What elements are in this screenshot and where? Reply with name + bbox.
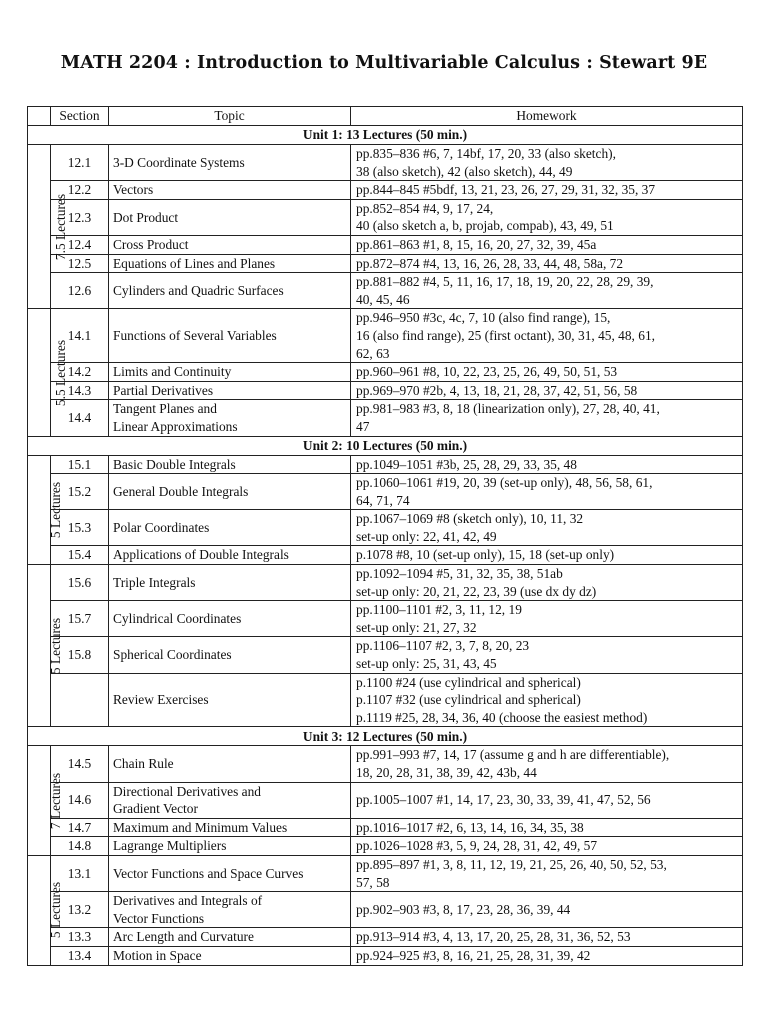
lecture-count-label: 5.5 Lectures (53, 339, 69, 406)
homework-cell: pp.1100–1101 #2, 3, 11, 12, 19 set-up only: 21, 27, 32 (351, 601, 743, 637)
homework-cell: pp.969–970 #2b, 4, 13, 18, 21, 28, 37, 42, 51, 56, 58 (351, 381, 743, 400)
topic-cell: Basic Double Integrals (109, 455, 351, 474)
section-number-cell: 13.2 (51, 892, 109, 928)
lecture-count-cell (28, 145, 69, 309)
table-row (28, 601, 743, 637)
homework-cell: pp.852–854 #4, 9, 17, 24, 40 (also sketch a, b, projab, compab), 43, 49, 51 (351, 199, 743, 235)
topic-cell: 3-D Coordinate Systems (109, 145, 351, 181)
table-row (28, 254, 743, 273)
table-row (28, 946, 743, 965)
homework-cell: pp.924–925 #3, 8, 16, 21, 25, 28, 31, 39, 42 (351, 946, 743, 965)
homework-cell: pp.1106–1107 #2, 3, 7, 8, 20, 23 set-up only: 25, 31, 43, 45 (351, 637, 743, 673)
lectures-column-header (28, 107, 51, 126)
section-number-cell: 15.1 (51, 455, 109, 474)
lecture-count-cell (28, 309, 69, 436)
homework-cell: pp.1049–1051 #3b, 25, 28, 29, 33, 35, 48 (351, 455, 743, 474)
section-number-cell: 15.3 (51, 510, 109, 546)
table-row (28, 782, 743, 818)
section-number-cell: 15.6 (51, 565, 109, 601)
section-number-cell: 13.3 (51, 928, 109, 947)
homework-cell: pp.981–983 #3, 8, 18 (linearization only), 27, 28, 40, 41, 47 (351, 400, 743, 436)
table-row (28, 145, 743, 181)
topic-cell: Applications of Double Integrals (109, 546, 351, 565)
lecture-count-label: 5 Lectures (48, 882, 64, 939)
table-row (28, 235, 743, 254)
section-number-cell: 12.5 (51, 254, 109, 273)
table-row (28, 928, 743, 947)
table-row (28, 455, 743, 474)
lecture-count-cell (28, 565, 64, 727)
topic-cell: Dot Product (109, 199, 351, 235)
section-number-cell: 14.6 (51, 782, 109, 818)
homework-cell: pp.881–882 #4, 5, 11, 16, 17, 18, 19, 20, 22, 28, 29, 39, 40, 45, 46 (351, 273, 743, 309)
homework-cell: p.1078 #8, 10 (set-up only), 15, 18 (set-up only) (351, 546, 743, 565)
section-number-cell: 14.1 (51, 309, 109, 363)
section-number-cell: 14.8 (51, 837, 109, 856)
homework-cell: pp.1060–1061 #19, 20, 39 (set-up only), 48, 56, 58, 61, 64, 71, 74 (351, 474, 743, 510)
homework-schedule-table (27, 106, 743, 966)
table-row (28, 746, 743, 782)
homework-cell: pp.1005–1007 #1, 14, 17, 23, 30, 33, 39, 41, 47, 52, 56 (351, 782, 743, 818)
section-column-header: Section (51, 107, 109, 126)
lecture-count-cell (28, 746, 64, 856)
lecture-count-label: 7 Lectures (48, 772, 64, 829)
section-number-cell: 12.1 (51, 145, 109, 181)
table-row (28, 199, 743, 235)
topic-cell: Polar Coordinates (109, 510, 351, 546)
unit-header-row (28, 727, 743, 746)
topic-cell: Cylinders and Quadric Surfaces (109, 273, 351, 309)
lecture-count-cell (28, 855, 64, 965)
topic-cell: Cross Product (109, 235, 351, 254)
section-number-cell: 12.6 (51, 273, 109, 309)
unit-header-row (28, 126, 743, 145)
topic-cell: Functions of Several Variables (109, 309, 351, 363)
table-row (28, 273, 743, 309)
unit-label: Unit 3: 12 Lectures (50 min.) (28, 727, 743, 746)
section-number-cell: 15.7 (51, 601, 109, 637)
homework-cell: pp.861–863 #1, 8, 15, 16, 20, 27, 32, 39, 45a (351, 235, 743, 254)
section-number-cell: 14.5 (51, 746, 109, 782)
schedule-body (28, 126, 743, 966)
table-row (28, 673, 743, 727)
header-row (28, 107, 743, 126)
homework-cell: pp.960–961 #8, 10, 22, 23, 25, 26, 49, 50, 51, 53 (351, 363, 743, 382)
table-row (28, 565, 743, 601)
topic-cell: General Double Integrals (109, 474, 351, 510)
section-number-cell (51, 673, 109, 727)
topic-cell: Vector Functions and Space Curves (109, 855, 351, 891)
topic-cell: Spherical Coordinates (109, 637, 351, 673)
homework-cell: pp.844–845 #5bdf, 13, 21, 23, 26, 27, 29, 31, 32, 35, 37 (351, 181, 743, 200)
topic-cell: Vectors (109, 181, 351, 200)
table-row (28, 637, 743, 673)
section-number-cell: 12.3 (51, 199, 109, 235)
homework-cell: pp.835–836 #6, 7, 14bf, 17, 20, 33 (also sketch), 38 (also sketch), 42 (also sketch), 44, 49 (351, 145, 743, 181)
homework-cell: pp.1067–1069 #8 (sketch only), 10, 11, 32 set-up only: 22, 41, 42, 49 (351, 510, 743, 546)
homework-cell: pp.895–897 #1, 3, 8, 11, 12, 19, 21, 25, 26, 40, 50, 52, 53, 57, 58 (351, 855, 743, 891)
homework-cell: pp.1026–1028 #3, 5, 9, 24, 28, 31, 42, 49, 57 (351, 837, 743, 856)
lecture-count-label: 5 Lectures (48, 617, 64, 675)
unit-label: Unit 2: 10 Lectures (50 min.) (28, 436, 743, 455)
section-number-cell: 14.4 (51, 400, 109, 436)
topic-cell: Cylindrical Coordinates (109, 601, 351, 637)
topic-cell: Motion in Space (109, 946, 351, 965)
lecture-count-cell (28, 455, 64, 565)
homework-cell: pp.1092–1094 #5, 31, 32, 35, 38, 51ab set-up only: 20, 21, 22, 23, 39 (use dx dy dz) (351, 565, 743, 601)
table-row (28, 892, 743, 928)
topic-cell: Directional Derivatives and Gradient Vector (109, 782, 351, 818)
homework-column-header: Homework (351, 107, 743, 126)
homework-cell: pp.991–993 #7, 14, 17 (assume g and h are differentiable), 18, 20, 28, 31, 38, 39, 42, 43b, 44 (351, 746, 743, 782)
homework-cell: pp.902–903 #3, 8, 17, 23, 28, 36, 39, 44 (351, 892, 743, 928)
homework-cell: pp.946–950 #3c, 4c, 7, 10 (also find range), 15, 16 (also find range), 25 (first octant), 30, 31, 45, 48, 61, 62, 63 (351, 309, 743, 363)
topic-cell: Maximum and Minimum Values (109, 818, 351, 837)
topic-column-header: Topic (109, 107, 351, 126)
unit-header-row (28, 436, 743, 455)
homework-cell: pp.872–874 #4, 13, 16, 26, 28, 33, 44, 48, 58a, 72 (351, 254, 743, 273)
section-number-cell: 13.1 (51, 855, 109, 891)
topic-cell: Derivatives and Integrals of Vector Functions (109, 892, 351, 928)
section-number-cell: 14.7 (51, 818, 109, 837)
section-number-cell: 15.2 (51, 474, 109, 510)
table-row (28, 837, 743, 856)
topic-cell: Chain Rule (109, 746, 351, 782)
table-row (28, 381, 743, 400)
section-number-cell: 15.4 (51, 546, 109, 565)
table-row (28, 363, 743, 382)
topic-cell: Limits and Continuity (109, 363, 351, 382)
table-row (28, 546, 743, 565)
table-row (28, 309, 743, 363)
section-number-cell: 15.8 (51, 637, 109, 673)
lecture-count-label: 7.5 Lectures (53, 193, 69, 260)
table-row (28, 400, 743, 436)
table-row (28, 818, 743, 837)
section-number-cell: 14.2 (51, 363, 109, 382)
homework-cell: p.1100 #24 (use cylindrical and spherical) p.1107 #32 (use cylindrical and spherical) p.1119 #25, 28, 34, 36, 40 (choose the easiest method) (351, 673, 743, 727)
unit-label: Unit 1: 13 Lectures (50 min.) (28, 126, 743, 145)
topic-cell: Triple Integrals (109, 565, 351, 601)
topic-cell: Arc Length and Curvature (109, 928, 351, 947)
topic-cell: Partial Derivatives (109, 381, 351, 400)
topic-cell: Equations of Lines and Planes (109, 254, 351, 273)
lecture-count-label: 5 Lectures (48, 481, 64, 539)
topic-cell: Tangent Planes and Linear Approximations (109, 400, 351, 436)
homework-cell: pp.1016–1017 #2, 6, 13, 14, 16, 34, 35, 38 (351, 818, 743, 837)
table-row (28, 181, 743, 200)
table-row (28, 855, 743, 891)
table-row (28, 474, 743, 510)
section-number-cell: 12.2 (51, 181, 109, 200)
section-number-cell: 14.3 (51, 381, 109, 400)
homework-cell: pp.913–914 #3, 4, 13, 17, 20, 25, 28, 31, 36, 52, 53 (351, 928, 743, 947)
page-title: MATH 2204 : Introduction to Multivariable Calculus : Stewart 9E (60, 53, 708, 73)
section-number-cell: 13.4 (51, 946, 109, 965)
topic-cell: Review Exercises (109, 673, 351, 727)
topic-cell: Lagrange Multipliers (109, 837, 351, 856)
section-number-cell: 12.4 (51, 235, 109, 254)
table-row (28, 510, 743, 546)
